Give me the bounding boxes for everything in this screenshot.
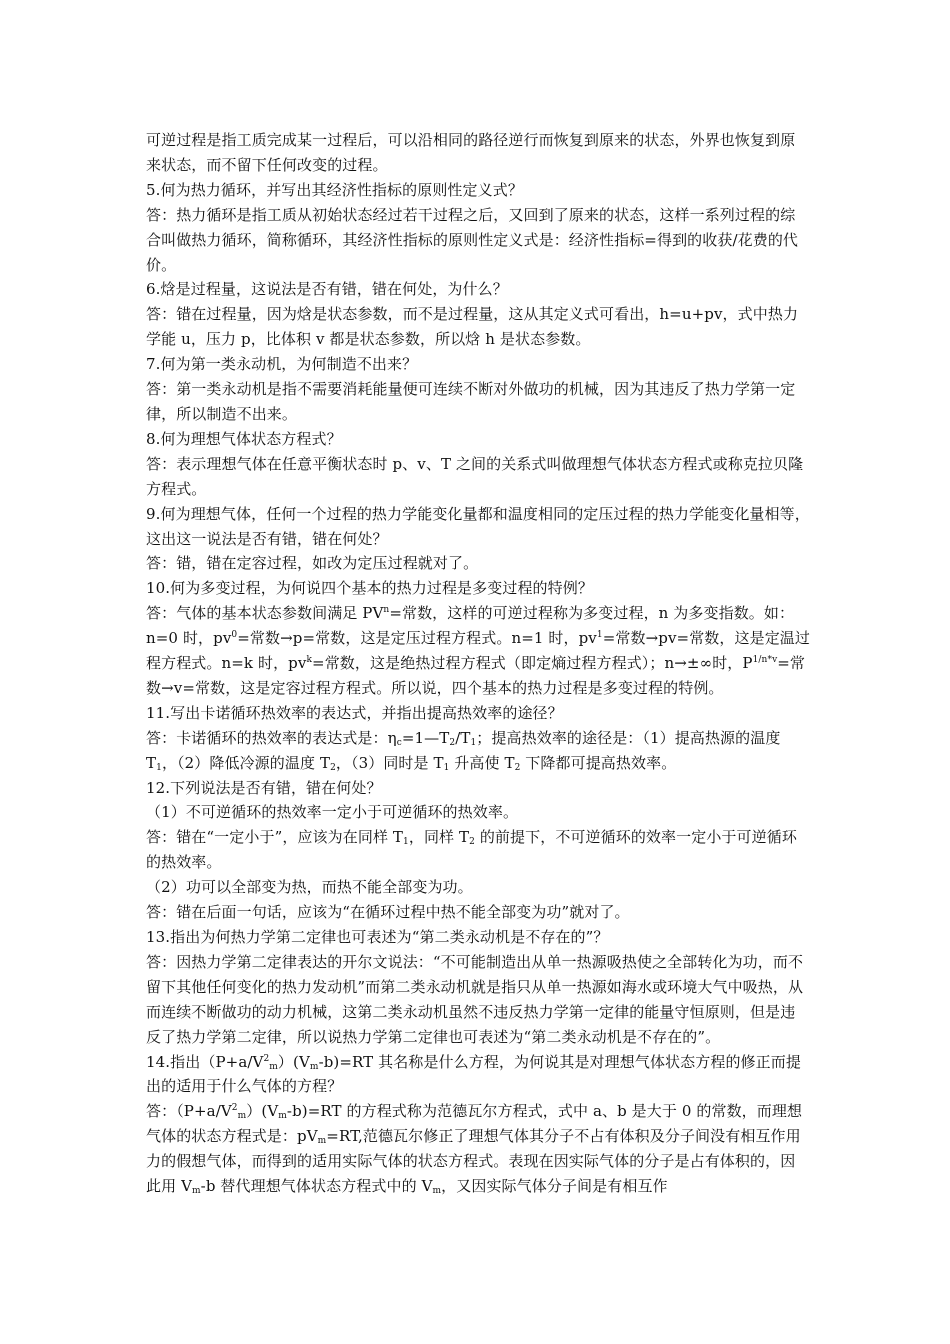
superscript-run: v — [772, 655, 778, 666]
superscript: 2 — [231, 1103, 238, 1114]
answer-13: 答：因热力学第二定律表达的开尔文说法：“不可能制造出从单一热源吸热使之全部转化为功，而不留下其他任何变化的热力发动机”而第二类永动机就是指只从单一热源如海水或环境大气中吸热，从而连续不断做功的动力机械，这第二类永动机虽然不违反热力学第一定律的能量守恒原则，但是违反了热力学第二定律，所以说热力学第二定律也可表述为“第二类永动机是不存在的”。 — [146, 952, 804, 1046]
question-8: 8.何为理想气体状态方程式？ — [146, 429, 342, 448]
superscript: n — [383, 605, 390, 616]
text-run: ，（2）降低冷源的温度 T — [161, 753, 331, 772]
subscript: m — [317, 1136, 327, 1147]
answer-7: 答：第一类永动机是指不需要消耗能量便可连续不断对外做功的机械，因为其违反了热力学第一定律，所以制造不出来。 — [146, 380, 796, 423]
question-10: 10.何为多变过程，为何说四个基本的热力过程是多变过程的特例？ — [146, 579, 593, 598]
subscript: c — [396, 737, 402, 748]
subscript: 2 — [330, 762, 336, 773]
text-run: -b)=RT 的方程式称为范德瓦尔方程式，式中 a、b 是大于 0 的常数，而理想气体的状态方程式是：pV — [146, 1102, 803, 1146]
answer-6: 答：错在过程量，因为焓是状态参数，而不是过程量，这从其定义式可看出，h=u+pv，式中热力学能 u，压力 p，比体积 v 都是状态参数，所以焓 h 是状态参数。 — [146, 305, 799, 349]
question-7: 7.何为第一类永动机，为何制造不出来？ — [146, 355, 418, 374]
answer-12-2: 答：错在后面一句话，应该为“在循环过程中热不能全部变为功”就对了。 — [146, 903, 630, 922]
superscript: k — [306, 655, 313, 666]
text-run: =常数→v=常数，这是定容过程方程式。所以说，四个基本的热力过程是多变过程的特例。 — [146, 654, 806, 697]
document-body — [146, 128, 810, 1199]
text-run: 升高使 T — [449, 753, 515, 772]
text-run: =RT,范德瓦尔修正了理想气体其分子不占有体积及分子间没有相互作用力的假想气体，而得到的适用实际气体的状态方程式。表现在因实际气体的分子是占有体积的，因此用 V — [146, 1127, 801, 1196]
answer-8: 答：表示理想气体在任意平衡状态时 p、v、T 之间的关系式叫做理想气体状态方程式或称克拉贝隆方程式。 — [146, 454, 804, 498]
text-run: =1—T — [401, 728, 450, 747]
subscript: m — [309, 1061, 319, 1072]
subscript: 2 — [469, 837, 475, 848]
superscript: 1/n*v — [752, 655, 778, 666]
text-run: ）(V — [246, 1102, 279, 1121]
answer-10 — [146, 601, 810, 701]
text-run: ，又因实际气体分子间是有相互作 — [441, 1177, 668, 1196]
text-run: 的前提下，不可逆循环的效率一定小于可逆循环的热效率。 — [146, 828, 797, 872]
superscript: 1 — [596, 630, 603, 641]
subscript: 1 — [403, 837, 409, 848]
subscript: 1 — [443, 762, 450, 773]
text-run: =常数→p=常数，这是定压过程方程式。n=1 时，pv — [237, 629, 597, 648]
text-run: ，同样 T — [408, 828, 470, 847]
answer-9: 答：错，错在定容过程，如改为定压过程就对了。 — [146, 554, 479, 573]
question-6: 6.焓是过程量，这说法是否有错，错在何处，为什么？ — [146, 280, 508, 299]
statement-12-1: （1）不可逆循环的热效率一定小于可逆循环的热效率。 — [146, 803, 519, 822]
question-14 — [146, 1050, 810, 1100]
answer-11 — [146, 726, 810, 776]
question-13: 13.指出为何热力学第二定律也可表述为“第二类永动机是不存在的”？ — [146, 928, 609, 946]
subscript: 1 — [470, 737, 477, 748]
text-run: 答：卡诺循环的热效率的表达式是：η — [146, 728, 397, 747]
superscript: 2 — [263, 1053, 270, 1064]
text-run: 14.指出（P+a/V — [146, 1052, 264, 1071]
text-run: 答：错在“一定小于”，应该为在同样 T — [146, 828, 404, 847]
answer-14 — [146, 1099, 810, 1199]
answer-5: 答：热力循环是指工质从初始状态经过若干过程之后，又回到了原来的状态，这样一系列过程的综合叫做热力循环，简称循环，其经济性指标的原则性定义式是：经济性指标=得到的收获/花费的代价。 — [146, 205, 799, 274]
intro-paragraph: 可逆过程是指工质完成某一过程后，可以沿相同的路径逆行而恢复到原来的状态，外界也恢复到原来状态，而不留下任何改变的过程。 — [146, 131, 796, 174]
subscript: 2 — [449, 737, 456, 748]
text-run: -b 替代理想气体状态方程式中的 V — [200, 1177, 433, 1196]
text-run: =常数，这样的可逆过程称为多变过程，n 为多变指数。如：n=0 时，pv — [146, 604, 795, 648]
subscript: m — [237, 1111, 247, 1122]
text-run: 下降都可提高热效率。 — [520, 753, 677, 772]
text-run: =常数→pv=常数，这是定温过程方程式。n=k 时，pv — [146, 629, 811, 673]
subscript: m — [269, 1061, 278, 1072]
subscript: 1 — [156, 762, 162, 773]
subscript: m — [432, 1186, 442, 1197]
text-run: ）(V — [277, 1052, 310, 1071]
question-11: 11.写出卡诺循环热效率的表达式，并指出提高热效率的途径？ — [146, 703, 563, 722]
text-run: -b)=RT 其名称是什么方程，为何说其是对理想气体状态方程的修正而提出的适用于什么气体的方程？ — [146, 1052, 801, 1096]
question-12: 12.下列说法是否有错，错在何处？ — [146, 778, 382, 797]
superscript: 0 — [231, 630, 238, 641]
text-run: /T — [455, 728, 471, 747]
subscript: m — [278, 1111, 287, 1122]
text-run: 答：（P+a/V — [146, 1102, 232, 1121]
question-9: 9.何为理想气体，任何一个过程的热力学能变化量都和温度相同的定压过程的热力学能变化量相等，这出这一说法是否有错，错在何处？ — [146, 504, 810, 548]
text-run: =常数，这是绝热过程方程式（即定熵过程方程式）；n→±∞时，P — [312, 654, 753, 673]
question-5: 5.何为热力循环，并写出其经济性指标的原则性定义式？ — [146, 180, 523, 199]
subscript: 2 — [514, 762, 521, 773]
text-run: ，（3）同时是 T — [335, 753, 444, 772]
answer-12-1 — [146, 825, 810, 875]
subscript: m — [192, 1186, 201, 1197]
superscript-run: 1/n — [752, 655, 768, 666]
text-run: 答：气体的基本状态参数间满足 PV — [146, 604, 384, 623]
statement-12-2: （2）功可以全部变为热，而热不能全部变为功。 — [146, 878, 473, 897]
text-run: ；提高热效率的途径是：（1）提高热源的温度 T — [146, 728, 781, 772]
